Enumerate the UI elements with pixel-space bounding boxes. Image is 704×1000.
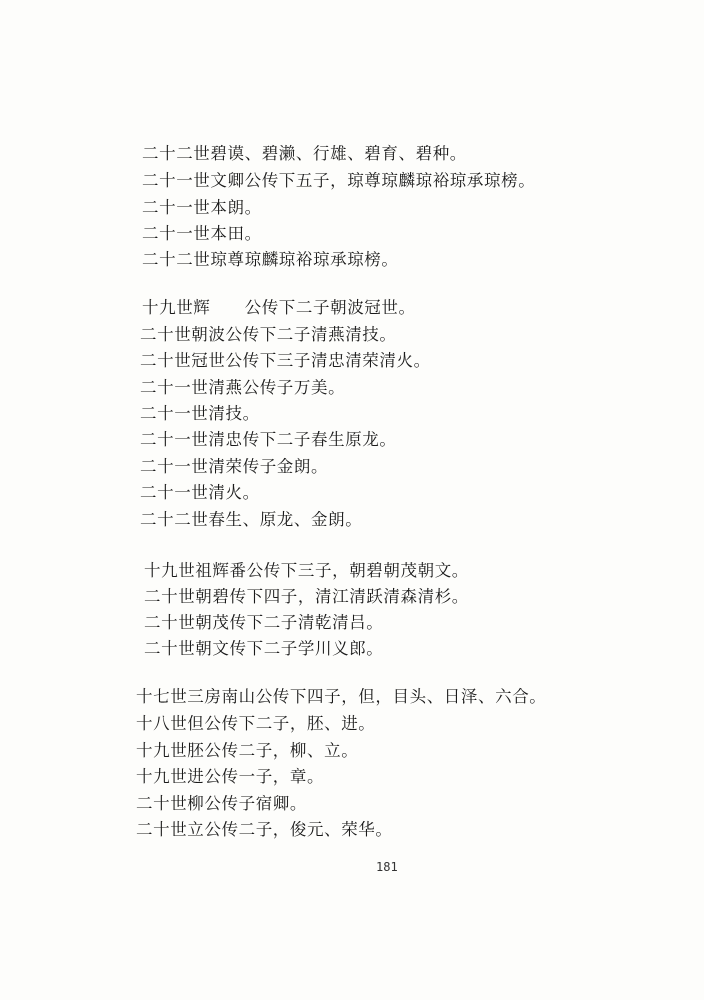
text-line: 二十一世清技。 <box>140 404 260 423</box>
text-line: 二十世朝文传下二子学川义郎。 <box>144 639 384 658</box>
text-line: 二十世冠世公传下三子清忠清荣清火。 <box>140 351 431 370</box>
text-line: 二十世朝碧传下四子，清江清跃清森清杉。 <box>144 587 469 606</box>
text-line: 二十一世清忠传下二子春生原龙。 <box>140 430 397 449</box>
text-line: 十九世辉 公传下二子朝波冠世。 <box>142 298 416 317</box>
text-line: 二十一世清荣传子金朗。 <box>140 457 329 476</box>
text-line: 二十一世本朗。 <box>142 198 262 217</box>
text-line: 二十一世清燕公传子万美。 <box>140 378 346 397</box>
text-line: 二十一世文卿公传下五子，琼尊琼麟琼裕琼承琼榜。 <box>142 171 536 190</box>
text-line: 二十二世碧谟、碧濑、行雄、碧育、碧种。 <box>142 144 467 163</box>
text-line: 二十一世本田。 <box>142 224 262 243</box>
text-line: 二十世朝波公传下二子清燕清技。 <box>140 325 397 344</box>
text-line: 十九世进公传一子，章。 <box>136 767 325 786</box>
text-line: 十九世胚公传二子，柳、立。 <box>136 741 359 760</box>
text-line: 二十世柳公传子宿卿。 <box>136 794 307 813</box>
text-line: 十九世祖辉番公传下三子，朝碧朝茂朝文。 <box>144 561 469 580</box>
text-line: 十八世但公传下二子，胚、进。 <box>136 714 376 733</box>
text-line: 十七世三房南山公传下四子，但，目头、日泽、六合。 <box>136 687 547 706</box>
text-line: 二十世立公传二子，俊元、荣华。 <box>136 820 393 839</box>
page-number: 181 <box>376 860 398 874</box>
text-line: 二十二世琼尊琼麟琼裕琼承琼榜。 <box>142 250 399 269</box>
text-line: 二十世朝茂传下二子清乾清吕。 <box>144 613 384 632</box>
text-line: 二十一世清火。 <box>140 483 260 502</box>
text-line: 二十二世春生、原龙、金朗。 <box>140 510 363 529</box>
